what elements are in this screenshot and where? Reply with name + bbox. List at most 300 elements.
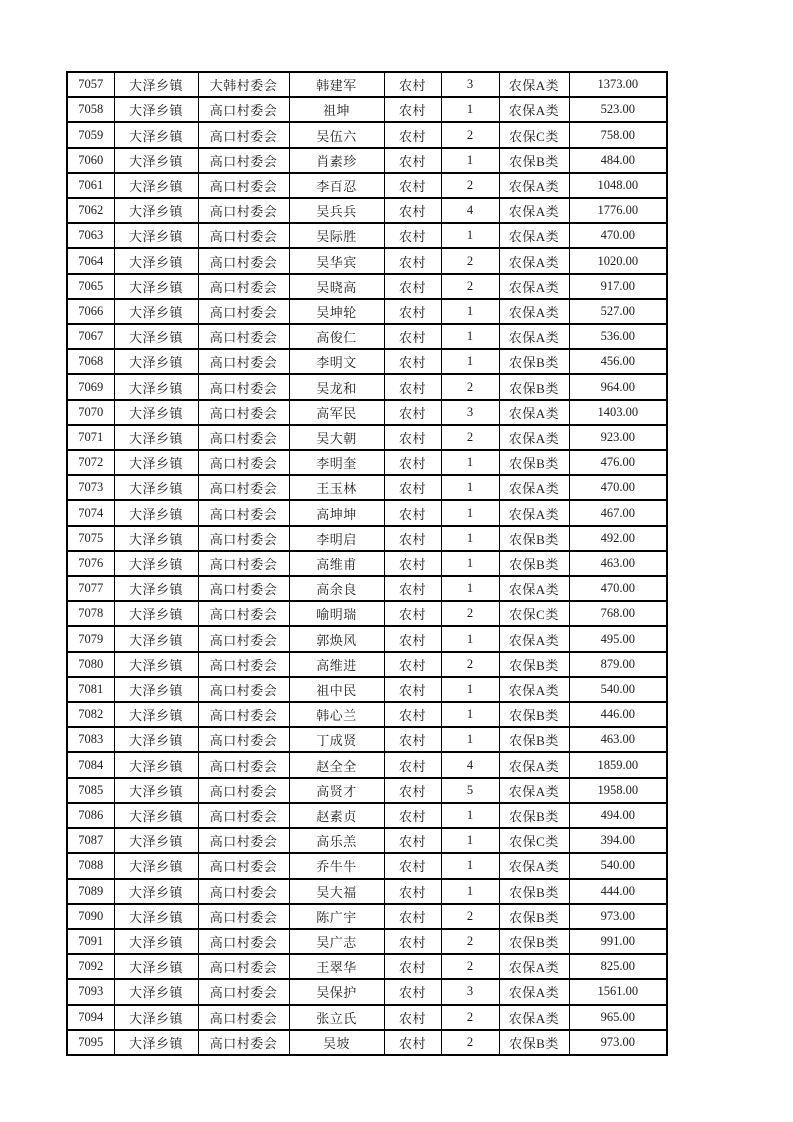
- household-count: 3: [441, 979, 499, 1004]
- residence-type: 农村: [384, 853, 441, 878]
- residence-type: 农村: [384, 576, 441, 601]
- insurance-category: 农保A类: [499, 853, 569, 878]
- person-name: 王翠华: [289, 954, 384, 979]
- amount: 470.00: [569, 223, 667, 248]
- insurance-category: 农保C类: [499, 828, 569, 853]
- record-id: 7080: [67, 652, 114, 677]
- household-count: 2: [441, 274, 499, 299]
- person-name: 高贤才: [289, 778, 384, 803]
- table-row: [67, 400, 667, 425]
- amount: 444.00: [569, 879, 667, 904]
- amount: 825.00: [569, 954, 667, 979]
- table-row: [67, 122, 667, 147]
- village-committee: 高口村委会: [198, 727, 289, 752]
- insurance-category: 农保A类: [499, 425, 569, 450]
- township: 大泽乡镇: [114, 324, 198, 349]
- household-count: 4: [441, 198, 499, 223]
- table-row: [67, 97, 667, 122]
- amount: 394.00: [569, 828, 667, 853]
- village-committee: 高口村委会: [198, 148, 289, 173]
- residence-type: 农村: [384, 752, 441, 777]
- person-name: 高维甫: [289, 551, 384, 576]
- person-name: 李明启: [289, 526, 384, 551]
- township: 大泽乡镇: [114, 677, 198, 702]
- person-name: 祖中民: [289, 677, 384, 702]
- village-committee: 高口村委会: [198, 425, 289, 450]
- township: 大泽乡镇: [114, 148, 198, 173]
- township: 大泽乡镇: [114, 601, 198, 626]
- amount: 467.00: [569, 500, 667, 525]
- village-committee: 高口村委会: [198, 828, 289, 853]
- household-count: 2: [441, 652, 499, 677]
- insurance-category: 农保B类: [499, 652, 569, 677]
- insurance-category: 农保A类: [499, 979, 569, 1004]
- household-count: 1: [441, 879, 499, 904]
- village-committee: 高口村委会: [198, 652, 289, 677]
- residence-type: 农村: [384, 97, 441, 122]
- record-id: 7090: [67, 904, 114, 929]
- household-count: 2: [441, 374, 499, 399]
- person-name: 张立氏: [289, 1005, 384, 1030]
- township: 大泽乡镇: [114, 727, 198, 752]
- amount: 879.00: [569, 652, 667, 677]
- record-id: 7089: [67, 879, 114, 904]
- table-row: [67, 425, 667, 450]
- person-name: 肖素珍: [289, 148, 384, 173]
- table-row: [67, 576, 667, 601]
- village-committee: 高口村委会: [198, 803, 289, 828]
- village-committee: 高口村委会: [198, 248, 289, 273]
- insurance-category: 农保B类: [499, 879, 569, 904]
- person-name: 韩建军: [289, 72, 384, 97]
- person-name: 吴大朝: [289, 425, 384, 450]
- record-id: 7065: [67, 274, 114, 299]
- record-id: 7084: [67, 752, 114, 777]
- amount: 463.00: [569, 551, 667, 576]
- residence-type: 农村: [384, 349, 441, 374]
- record-id: 7070: [67, 400, 114, 425]
- person-name: 乔牛牛: [289, 853, 384, 878]
- residence-type: 农村: [384, 828, 441, 853]
- household-count: 1: [441, 677, 499, 702]
- insurance-category: 农保A类: [499, 954, 569, 979]
- residence-type: 农村: [384, 879, 441, 904]
- record-id: 7068: [67, 349, 114, 374]
- household-count: 4: [441, 752, 499, 777]
- residence-type: 农村: [384, 929, 441, 954]
- amount: 923.00: [569, 425, 667, 450]
- insurance-category: 农保A类: [499, 223, 569, 248]
- residence-type: 农村: [384, 475, 441, 500]
- amount: 1561.00: [569, 979, 667, 1004]
- insurance-category: 农保B类: [499, 148, 569, 173]
- table-row: [67, 248, 667, 273]
- person-name: 吴广志: [289, 929, 384, 954]
- amount: 1403.00: [569, 400, 667, 425]
- township: 大泽乡镇: [114, 374, 198, 399]
- insurance-category: 农保A类: [499, 274, 569, 299]
- household-count: 1: [441, 475, 499, 500]
- township: 大泽乡镇: [114, 475, 198, 500]
- village-committee: 高口村委会: [198, 274, 289, 299]
- residence-type: 农村: [384, 122, 441, 147]
- township: 大泽乡镇: [114, 349, 198, 374]
- household-count: 2: [441, 122, 499, 147]
- table-row: [67, 198, 667, 223]
- person-name: 王玉林: [289, 475, 384, 500]
- household-count: 1: [441, 702, 499, 727]
- record-id: 7076: [67, 551, 114, 576]
- table-row: [67, 879, 667, 904]
- township: 大泽乡镇: [114, 929, 198, 954]
- village-committee: 高口村委会: [198, 601, 289, 626]
- person-name: 丁成贤: [289, 727, 384, 752]
- household-count: 2: [441, 954, 499, 979]
- record-id: 7083: [67, 727, 114, 752]
- village-committee: 大韩村委会: [198, 72, 289, 97]
- amount: 917.00: [569, 274, 667, 299]
- person-name: 高余良: [289, 576, 384, 601]
- insurance-category: 农保A类: [499, 778, 569, 803]
- township: 大泽乡镇: [114, 652, 198, 677]
- amount: 973.00: [569, 904, 667, 929]
- household-count: 1: [441, 97, 499, 122]
- insurance-category: 农保B类: [499, 450, 569, 475]
- village-committee: 高口村委会: [198, 173, 289, 198]
- person-name: 高俊仁: [289, 324, 384, 349]
- insurance-category: 农保B类: [499, 526, 569, 551]
- person-name: 祖坤: [289, 97, 384, 122]
- township: 大泽乡镇: [114, 1030, 198, 1055]
- table-row: [67, 601, 667, 626]
- person-name: 赵全全: [289, 752, 384, 777]
- record-id: 7062: [67, 198, 114, 223]
- insurance-category: 农保A类: [499, 626, 569, 651]
- record-id: 7067: [67, 324, 114, 349]
- residence-type: 农村: [384, 904, 441, 929]
- village-committee: 高口村委会: [198, 626, 289, 651]
- village-committee: 高口村委会: [198, 500, 289, 525]
- village-committee: 高口村委会: [198, 576, 289, 601]
- household-count: 2: [441, 425, 499, 450]
- household-count: 5: [441, 778, 499, 803]
- person-name: 吴坡: [289, 1030, 384, 1055]
- record-id: 7088: [67, 853, 114, 878]
- table-row: [67, 677, 667, 702]
- record-id: 7075: [67, 526, 114, 551]
- residence-type: 农村: [384, 400, 441, 425]
- record-id: 7078: [67, 601, 114, 626]
- record-id: 7092: [67, 954, 114, 979]
- household-count: 3: [441, 72, 499, 97]
- insurance-category: 农保A类: [499, 324, 569, 349]
- amount: 964.00: [569, 374, 667, 399]
- residence-type: 农村: [384, 702, 441, 727]
- township: 大泽乡镇: [114, 778, 198, 803]
- insurance-category: 农保A类: [499, 248, 569, 273]
- amount: 1020.00: [569, 248, 667, 273]
- insurance-category: 农保A类: [499, 173, 569, 198]
- residence-type: 农村: [384, 979, 441, 1004]
- village-committee: 高口村委会: [198, 223, 289, 248]
- insurance-category: 农保C类: [499, 122, 569, 147]
- township: 大泽乡镇: [114, 853, 198, 878]
- person-name: 吴伍六: [289, 122, 384, 147]
- residence-type: 农村: [384, 324, 441, 349]
- amount: 456.00: [569, 349, 667, 374]
- residence-type: 农村: [384, 248, 441, 273]
- record-id: 7093: [67, 979, 114, 1004]
- amount: 1958.00: [569, 778, 667, 803]
- table-row: [67, 828, 667, 853]
- record-id: 7059: [67, 122, 114, 147]
- village-committee: 高口村委会: [198, 677, 289, 702]
- residence-type: 农村: [384, 677, 441, 702]
- residence-type: 农村: [384, 299, 441, 324]
- table-row: [67, 500, 667, 525]
- village-committee: 高口村委会: [198, 778, 289, 803]
- village-committee: 高口村委会: [198, 1030, 289, 1055]
- record-id: 7091: [67, 929, 114, 954]
- household-count: 1: [441, 551, 499, 576]
- insurance-category: 农保C类: [499, 601, 569, 626]
- household-count: 3: [441, 400, 499, 425]
- township: 大泽乡镇: [114, 122, 198, 147]
- record-id: 7066: [67, 299, 114, 324]
- household-count: 1: [441, 803, 499, 828]
- village-committee: 高口村委会: [198, 954, 289, 979]
- table-row: [67, 551, 667, 576]
- residence-type: 农村: [384, 954, 441, 979]
- person-name: 吴晓高: [289, 274, 384, 299]
- insurance-category: 农保A类: [499, 677, 569, 702]
- household-count: 1: [441, 500, 499, 525]
- table-row: [67, 72, 667, 97]
- household-count: 2: [441, 929, 499, 954]
- township: 大泽乡镇: [114, 752, 198, 777]
- table-row: [67, 173, 667, 198]
- record-id: 7060: [67, 148, 114, 173]
- amount: 965.00: [569, 1005, 667, 1030]
- household-count: 1: [441, 324, 499, 349]
- person-name: 吴华宾: [289, 248, 384, 273]
- household-count: 1: [441, 148, 499, 173]
- record-id: 7087: [67, 828, 114, 853]
- person-name: 韩心兰: [289, 702, 384, 727]
- person-name: 吴保护: [289, 979, 384, 1004]
- insurance-category: 农保A类: [499, 576, 569, 601]
- township: 大泽乡镇: [114, 879, 198, 904]
- household-count: 1: [441, 349, 499, 374]
- insurance-category: 农保A类: [499, 72, 569, 97]
- residence-type: 农村: [384, 500, 441, 525]
- insurance-category: 农保B类: [499, 904, 569, 929]
- table-row: [67, 450, 667, 475]
- township: 大泽乡镇: [114, 500, 198, 525]
- table-row: [67, 626, 667, 651]
- person-name: 喻明瑞: [289, 601, 384, 626]
- person-name: 郭焕风: [289, 626, 384, 651]
- table-row: [67, 954, 667, 979]
- table-row: [67, 727, 667, 752]
- village-committee: 高口村委会: [198, 475, 289, 500]
- township: 大泽乡镇: [114, 828, 198, 853]
- table-row: [67, 1005, 667, 1030]
- record-id: 7082: [67, 702, 114, 727]
- table-body: [67, 72, 667, 1055]
- township: 大泽乡镇: [114, 400, 198, 425]
- village-committee: 高口村委会: [198, 374, 289, 399]
- person-name: 吴坤轮: [289, 299, 384, 324]
- person-name: 高军民: [289, 400, 384, 425]
- township: 大泽乡镇: [114, 173, 198, 198]
- township: 大泽乡镇: [114, 97, 198, 122]
- residence-type: 农村: [384, 1005, 441, 1030]
- amount: 523.00: [569, 97, 667, 122]
- table-row: [67, 752, 667, 777]
- township: 大泽乡镇: [114, 274, 198, 299]
- amount: 470.00: [569, 475, 667, 500]
- insurance-category: 农保A类: [499, 97, 569, 122]
- residence-type: 农村: [384, 274, 441, 299]
- township: 大泽乡镇: [114, 979, 198, 1004]
- insurance-category: 农保A类: [499, 752, 569, 777]
- table-row: [67, 299, 667, 324]
- township: 大泽乡镇: [114, 702, 198, 727]
- township: 大泽乡镇: [114, 223, 198, 248]
- village-committee: 高口村委会: [198, 526, 289, 551]
- amount: 768.00: [569, 601, 667, 626]
- amount: 758.00: [569, 122, 667, 147]
- record-id: 7081: [67, 677, 114, 702]
- village-committee: 高口村委会: [198, 349, 289, 374]
- village-committee: 高口村委会: [198, 299, 289, 324]
- household-count: 1: [441, 526, 499, 551]
- insurance-category: 农保A类: [499, 500, 569, 525]
- insurance-category: 农保A类: [499, 475, 569, 500]
- household-count: 2: [441, 1030, 499, 1055]
- residence-type: 农村: [384, 601, 441, 626]
- amount: 536.00: [569, 324, 667, 349]
- household-count: 1: [441, 223, 499, 248]
- record-id: 7069: [67, 374, 114, 399]
- residence-type: 农村: [384, 450, 441, 475]
- table-row: [67, 324, 667, 349]
- person-name: 吴大福: [289, 879, 384, 904]
- table-row: [67, 349, 667, 374]
- insurance-category: 农保B类: [499, 929, 569, 954]
- amount: 492.00: [569, 526, 667, 551]
- township: 大泽乡镇: [114, 904, 198, 929]
- record-id: 7058: [67, 97, 114, 122]
- table-row: [67, 475, 667, 500]
- table-row: [67, 778, 667, 803]
- residence-type: 农村: [384, 1030, 441, 1055]
- household-count: 2: [441, 248, 499, 273]
- household-count: 1: [441, 626, 499, 651]
- residence-type: 农村: [384, 551, 441, 576]
- household-count: 1: [441, 450, 499, 475]
- table-row: [67, 652, 667, 677]
- amount: 1776.00: [569, 198, 667, 223]
- residence-type: 农村: [384, 198, 441, 223]
- residence-type: 农村: [384, 626, 441, 651]
- village-committee: 高口村委会: [198, 324, 289, 349]
- residence-type: 农村: [384, 526, 441, 551]
- insurance-category: 农保B类: [499, 803, 569, 828]
- amount: 470.00: [569, 576, 667, 601]
- person-name: 陈广宇: [289, 904, 384, 929]
- village-committee: 高口村委会: [198, 702, 289, 727]
- amount: 495.00: [569, 626, 667, 651]
- household-count: 2: [441, 173, 499, 198]
- residence-type: 农村: [384, 727, 441, 752]
- table-row: [67, 929, 667, 954]
- table-row: [67, 803, 667, 828]
- residence-type: 农村: [384, 803, 441, 828]
- township: 大泽乡镇: [114, 198, 198, 223]
- table-row: [67, 223, 667, 248]
- amount: 527.00: [569, 299, 667, 324]
- record-id: 7073: [67, 475, 114, 500]
- township: 大泽乡镇: [114, 248, 198, 273]
- table-row: [67, 526, 667, 551]
- residence-type: 农村: [384, 173, 441, 198]
- table-row: [67, 274, 667, 299]
- township: 大泽乡镇: [114, 72, 198, 97]
- household-count: 1: [441, 853, 499, 878]
- records-table: [66, 71, 668, 1056]
- household-count: 2: [441, 1005, 499, 1030]
- township: 大泽乡镇: [114, 551, 198, 576]
- residence-type: 农村: [384, 374, 441, 399]
- village-committee: 高口村委会: [198, 122, 289, 147]
- village-committee: 高口村委会: [198, 904, 289, 929]
- household-count: 1: [441, 299, 499, 324]
- amount: 484.00: [569, 148, 667, 173]
- table-row: [67, 702, 667, 727]
- record-id: 7057: [67, 72, 114, 97]
- village-committee: 高口村委会: [198, 752, 289, 777]
- village-committee: 高口村委会: [198, 551, 289, 576]
- record-id: 7063: [67, 223, 114, 248]
- amount: 1048.00: [569, 173, 667, 198]
- village-committee: 高口村委会: [198, 979, 289, 1004]
- table-row: [67, 979, 667, 1004]
- person-name: 吴际胜: [289, 223, 384, 248]
- table-row: [67, 1030, 667, 1055]
- township: 大泽乡镇: [114, 803, 198, 828]
- person-name: 高维进: [289, 652, 384, 677]
- person-name: 赵素贞: [289, 803, 384, 828]
- residence-type: 农村: [384, 223, 441, 248]
- record-id: 7079: [67, 626, 114, 651]
- village-committee: 高口村委会: [198, 929, 289, 954]
- amount: 463.00: [569, 727, 667, 752]
- township: 大泽乡镇: [114, 299, 198, 324]
- township: 大泽乡镇: [114, 626, 198, 651]
- village-committee: 高口村委会: [198, 450, 289, 475]
- person-name: 高坤坤: [289, 500, 384, 525]
- village-committee: 高口村委会: [198, 1005, 289, 1030]
- record-id: 7072: [67, 450, 114, 475]
- insurance-category: 农保B类: [499, 1030, 569, 1055]
- residence-type: 农村: [384, 148, 441, 173]
- township: 大泽乡镇: [114, 576, 198, 601]
- amount: 494.00: [569, 803, 667, 828]
- insurance-category: 农保B类: [499, 727, 569, 752]
- village-committee: 高口村委会: [198, 97, 289, 122]
